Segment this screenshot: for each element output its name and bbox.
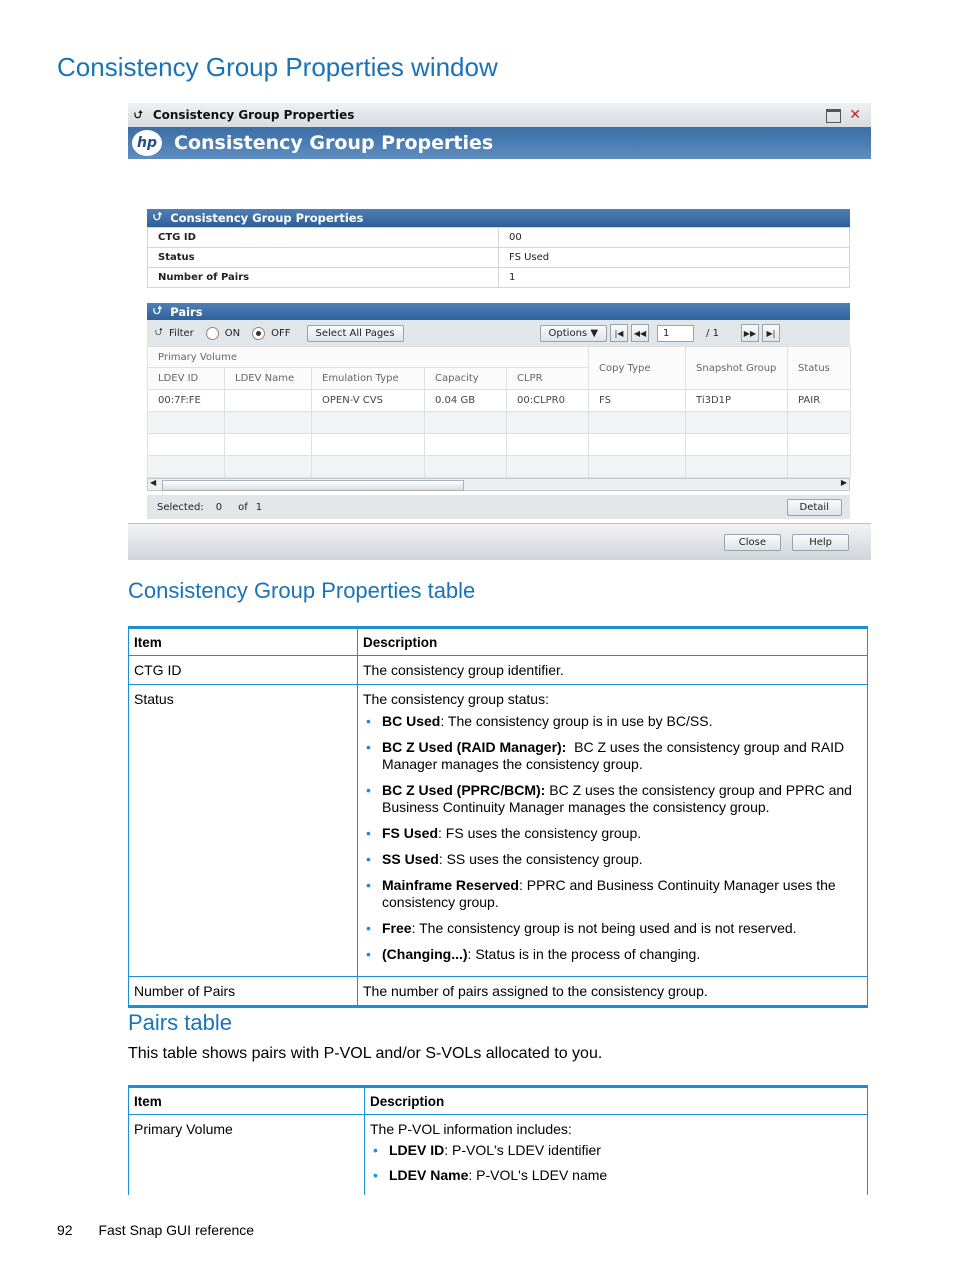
bullet-text: : P-VOL's LDEV identifier [444, 1142, 601, 1158]
options-label: Options [548, 327, 588, 339]
prop-value: 1 [499, 268, 850, 288]
bullet-text: BC Z uses the consistency group and RAID Manager manages the consistency group. [382, 739, 849, 772]
description-cell: The number of pairs assigned to the consistency group. [358, 977, 868, 1007]
empty-row [148, 434, 851, 456]
bullet-text: BC Z uses the consistency group and PPRC and Business Continuity Manager manages the consistency group. [382, 782, 852, 815]
footer-text: Fast Snap GUI reference [98, 1222, 255, 1238]
list-item [387, 1167, 862, 1184]
description-cell: The consistency group identifier. [358, 656, 868, 685]
selected-label: Selected: [157, 501, 204, 513]
collapse-icon[interactable]: ⮍ [153, 302, 163, 317]
bullet-term: FS Used [382, 825, 439, 841]
filter-off-radio[interactable] [252, 327, 265, 340]
table-header-row [129, 1087, 868, 1115]
bullet-term: SS Used [382, 851, 439, 867]
bullet-text: : PPRC and Business Continuity Manager uses the consistency group. [382, 877, 836, 910]
page-footer [57, 1222, 254, 1238]
table-header-row [129, 628, 868, 656]
pairs-toolbar [147, 320, 850, 346]
column-header[interactable]: Snapshot Group [686, 347, 788, 390]
list-item [380, 877, 862, 911]
page-input[interactable]: 1 [657, 325, 694, 342]
collapse-icon[interactable]: ⮍ [153, 208, 163, 223]
bullet-text: : Status is in the process of changing. [467, 946, 701, 962]
column-header[interactable]: Capacity [425, 368, 507, 390]
column-header[interactable]: LDEV ID [148, 368, 225, 390]
window-banner [128, 127, 871, 159]
item-cell: Primary Volume [129, 1115, 365, 1196]
status-list [363, 713, 862, 963]
header-description: Description [358, 628, 868, 656]
horizontal-scrollbar[interactable] [147, 478, 850, 491]
cell-copy-type: FS [589, 390, 686, 412]
group-header: Primary Volume [148, 347, 589, 368]
help-button[interactable]: Help [792, 534, 849, 551]
window-title: Consistency Group Properties [152, 108, 355, 122]
list-item [387, 1142, 862, 1159]
filter-off-label: OFF [271, 327, 291, 339]
table-row [129, 977, 868, 1007]
header-item: Item [129, 1087, 365, 1115]
column-header[interactable]: Status [788, 347, 851, 390]
item-cell: CTG ID [129, 656, 358, 685]
list-item [380, 920, 862, 937]
column-header[interactable]: LDEV Name [225, 368, 312, 390]
bullet-term: Mainframe Reserved [382, 877, 519, 893]
description-cell [365, 1115, 868, 1196]
detail-button[interactable]: Detail [787, 499, 842, 516]
column-header[interactable]: CLPR [507, 368, 589, 390]
description-cell [358, 685, 868, 977]
item-cell: Number of Pairs [129, 977, 358, 1007]
total-count: 1 [255, 501, 263, 513]
table-row [148, 248, 850, 268]
cell-status: PAIR [788, 390, 851, 412]
prop-key: Status [148, 248, 499, 268]
selected-count: 0 [215, 501, 223, 513]
bullet-term: LDEV Name [389, 1167, 469, 1183]
section-intro: This table shows pairs with P-VOL and/or S-VOLs allocated to you. [128, 1045, 603, 1062]
bullet-term: Free [382, 920, 412, 936]
bullet-term: (Changing...) [382, 946, 468, 962]
column-header[interactable]: Emulation Type [312, 368, 425, 390]
pairs-description-table [128, 1085, 868, 1195]
maximize-icon[interactable] [826, 109, 841, 123]
dropdown-arrow-icon: ▼ [590, 327, 599, 339]
table-row [148, 268, 850, 288]
filter-toggle-icon[interactable]: ⮍ [155, 326, 164, 338]
table-row [129, 656, 868, 685]
filter-on-radio[interactable] [206, 327, 219, 340]
cell-clpr: 00:CLPR0 [507, 390, 589, 412]
list-item [380, 851, 862, 868]
cell-ldev-name [225, 390, 312, 412]
bullet-term: BC Z Used (RAID Manager): [382, 739, 567, 755]
header-item: Item [129, 628, 358, 656]
bullet-text: : The consistency group is in use by BC/SS. [440, 713, 713, 729]
list-item [380, 739, 862, 773]
window-footer [128, 523, 871, 560]
column-header[interactable]: Copy Type [589, 347, 686, 390]
props-panel-title: Consistency Group Properties [170, 211, 364, 225]
props-panel-header[interactable] [147, 209, 850, 227]
options-button[interactable] [540, 325, 607, 342]
bullet-text: : SS uses the consistency group. [438, 851, 643, 867]
scroll-right-icon[interactable]: ▶ [840, 478, 847, 487]
list-item [380, 713, 862, 730]
prop-value: FS Used [499, 248, 850, 268]
close-button[interactable]: Close [724, 534, 781, 551]
banner-title: Consistency Group Properties [174, 132, 494, 154]
empty-row [148, 456, 851, 478]
description-intro: The consistency group status: [363, 691, 549, 707]
prop-key: CTG ID [148, 228, 499, 248]
bullet-text: : FS uses the consistency group. [438, 825, 642, 841]
item-cell: Status [129, 685, 358, 977]
prop-key: Number of Pairs [148, 268, 499, 288]
table-row [148, 228, 850, 248]
hp-logo: hp [132, 130, 162, 156]
bullet-text: : The consistency group is not being used and is not reserved. [411, 920, 797, 936]
bullet-text: : P-VOL's LDEV name [468, 1167, 608, 1183]
scroll-left-icon[interactable]: ◀ [150, 478, 157, 487]
list-item [380, 946, 862, 963]
consistency-group-properties-window [128, 103, 871, 560]
pairs-panel-header[interactable] [147, 303, 850, 321]
prop-value: 00 [499, 228, 850, 248]
consistency-group-properties-table [128, 626, 868, 1008]
description-intro: The P-VOL information includes: [370, 1121, 572, 1137]
page-number: 92 [57, 1222, 73, 1238]
table-row[interactable] [148, 390, 851, 412]
select-all-pages-button[interactable]: Select All Pages [307, 325, 404, 342]
section-title: Consistency Group Properties table [128, 578, 476, 603]
page-title: Consistency Group Properties window [57, 52, 498, 82]
bullet-term: BC Used [382, 713, 441, 729]
collapse-icon[interactable]: ⮍ [134, 107, 143, 121]
header-description: Description [365, 1087, 868, 1115]
table-header-row [148, 347, 851, 368]
cell-ldev-id: 00:7F:FE [148, 390, 225, 412]
list-item [380, 825, 862, 842]
scrollbar-thumb[interactable] [162, 480, 464, 491]
next-page-icon[interactable]: ▶▶ [741, 324, 759, 342]
bullet-term: LDEV ID [389, 1142, 445, 1158]
properties-table [147, 227, 850, 288]
pairs-panel-title: Pairs [170, 305, 203, 319]
cell-snapshot-group: Ti3D1P [686, 390, 788, 412]
first-page-icon[interactable]: |◀ [610, 324, 628, 342]
of-label: of [238, 501, 248, 513]
pairs-table [147, 346, 851, 478]
prev-page-icon[interactable]: ◀◀ [631, 324, 649, 342]
empty-row [148, 412, 851, 434]
close-icon[interactable]: ✕ [849, 107, 861, 123]
pvol-list [370, 1142, 862, 1184]
list-item [380, 782, 862, 816]
table-row [129, 1115, 868, 1196]
cell-emulation-type: OPEN-V CVS [312, 390, 425, 412]
last-page-icon[interactable]: ▶| [762, 324, 780, 342]
filter-label: Filter [169, 327, 194, 339]
table-row [129, 685, 868, 977]
bullet-term: BC Z Used (PPRC/BCM): [382, 782, 546, 798]
filter-on-label: ON [224, 327, 241, 339]
selection-bar [147, 495, 850, 519]
section-title: Pairs table [128, 1010, 232, 1035]
window-title-bar [128, 103, 871, 127]
page-total: / 1 [706, 327, 719, 339]
cell-capacity: 0.04 GB [425, 390, 507, 412]
